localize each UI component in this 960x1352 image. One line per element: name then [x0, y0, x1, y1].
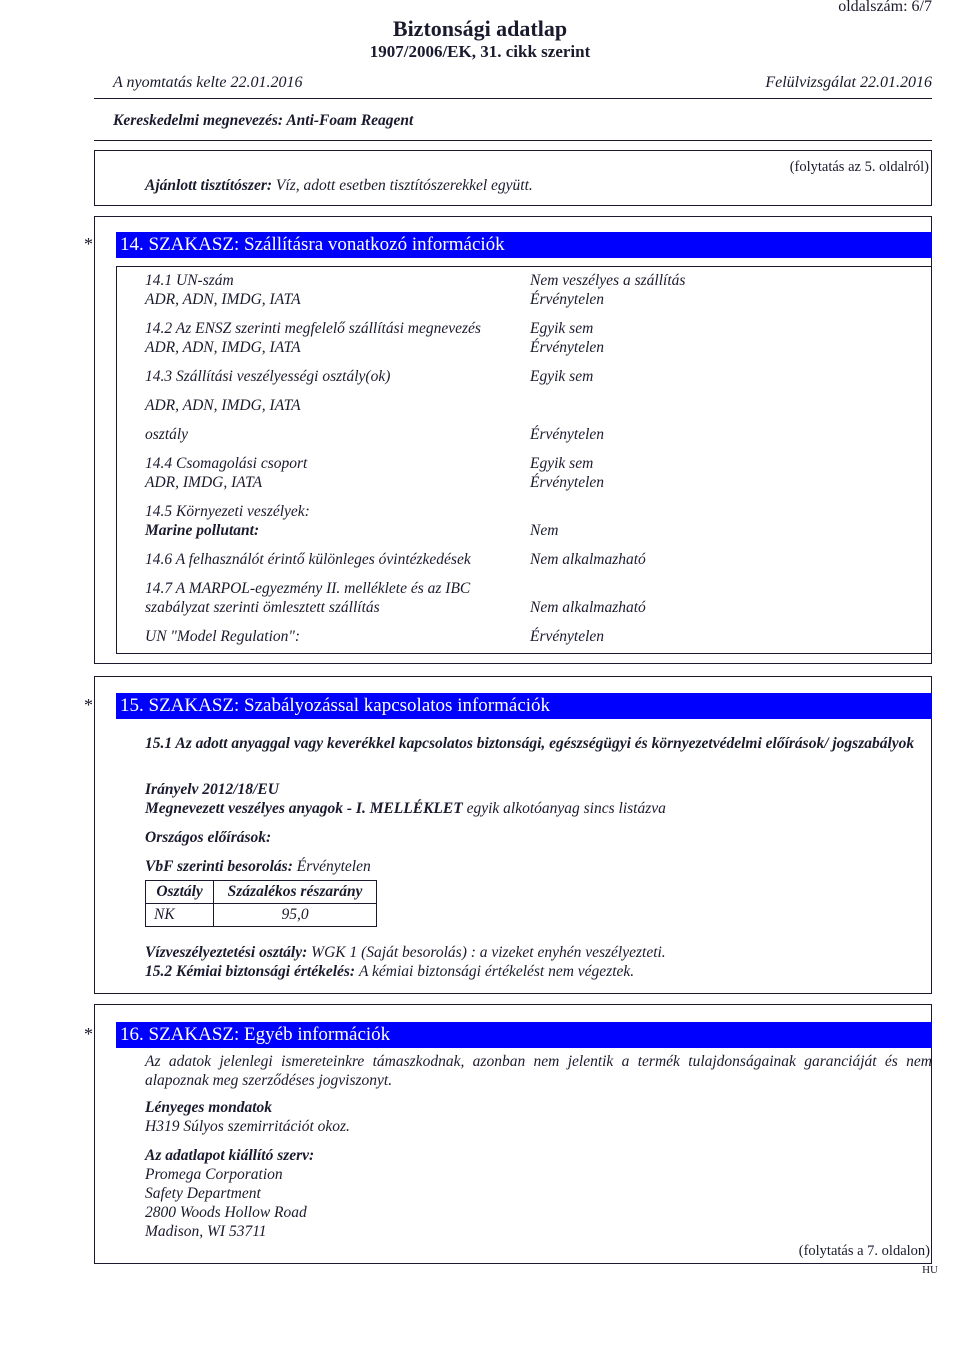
issuer-line: 2800 Woods Hollow Road	[145, 1204, 307, 1221]
continuation-box	[94, 150, 932, 206]
shipping-name-label: 14.2 Az ENSZ szerinti megfelelő szállítási megnevezés	[145, 320, 481, 337]
regulations-subheading: 15.1 Az adott anyaggal vagy keverékkel kapcsolatos biztonsági, egészségügyi és környezetvédelmi előírások/ jogszabályok	[145, 735, 915, 752]
packing-group-regs: ADR, IMDG, IATA	[145, 474, 263, 491]
table-header-class: Osztály	[146, 881, 214, 904]
trade-name: Kereskedelmi megnevezés: Anti-Foam Reagent	[113, 112, 414, 129]
table-row	[146, 904, 377, 927]
continued-from-note: (folytatás az 5. oldalról)	[789, 159, 929, 175]
water-hazard-class	[145, 944, 666, 962]
continued-on-note: (folytatás a 7. oldalon)	[798, 1243, 930, 1259]
packing-group-regs-value: Érvénytelen	[530, 474, 605, 491]
print-date: A nyomtatás kelte 22.01.2016	[113, 74, 303, 91]
revision-star-14: *	[84, 234, 93, 254]
national-regulations: Országos előírások:	[145, 829, 272, 846]
section-15-heading: 15. SZAKASZ: Szabályozással kapcsolatos információk	[116, 693, 932, 719]
class-percentage-table	[145, 880, 377, 927]
issuer-line: Madison, WI 53711	[145, 1223, 267, 1240]
document-subtitle: 1907/2006/EK, 31. cikk szerint	[369, 42, 591, 61]
issuer-line: Promega Corporation	[145, 1166, 283, 1183]
issuer-line: Safety Department	[145, 1185, 261, 1202]
table-cell-class: NK	[146, 904, 214, 927]
chem-safety-value: A kémiai biztonsági értékelést nem végeztek.	[358, 963, 635, 980]
class-label: osztály	[145, 426, 189, 443]
trade-name-divider	[94, 140, 932, 141]
vbf-label: VbF szerinti besorolás:	[145, 858, 293, 875]
un-number-regs-value: Érvénytelen	[530, 291, 605, 308]
chemical-safety-assessment	[145, 963, 634, 981]
directive: Irányelv 2012/18/EU	[145, 781, 279, 798]
recommended-cleaner	[145, 177, 533, 195]
named-substances-label: Megnevezett veszélyes anyagok - I. MELLÉKLET	[145, 800, 463, 817]
un-number-regs: ADR, ADN, IMDG, IATA	[145, 291, 301, 308]
packing-group-value: Egyik sem	[530, 455, 594, 472]
issuer-label: Az adatlapot kiállító szerv:	[145, 1147, 315, 1164]
water-hazard-label: Vízveszélyeztetési osztály:	[145, 944, 308, 961]
page-number: oldalszám: 6/7	[838, 0, 932, 15]
review-date: Felülvizsgálat 22.01.2016	[765, 74, 932, 91]
cleaner-label: Ajánlott tisztítószer:	[145, 177, 273, 194]
chem-safety-label: 15.2 Kémiai biztonsági értékelés:	[145, 963, 356, 980]
hazard-class-regs: ADR, ADN, IMDG, IATA	[145, 397, 301, 414]
marine-pollutant-label: Marine pollutant:	[145, 522, 260, 539]
hazard-class-value: Egyik sem	[530, 368, 594, 385]
marpol-label-1: 14.7 A MARPOL-egyezmény II. melléklete és az IBC	[145, 580, 471, 597]
marine-pollutant-value: Nem	[530, 522, 559, 539]
named-substances	[145, 800, 666, 818]
table-header-row	[146, 881, 377, 904]
marpol-value: Nem alkalmazható	[530, 599, 646, 616]
section-14-heading: 14. SZAKASZ: Szállításra vonatkozó információk	[116, 232, 932, 258]
disclaimer: Az adatok jelenlegi ismereteinkre támaszkodnak, azonban nem jelentik a termék tulajdonságainak garanciáját és nem alapoznak meg szerződéses jogviszonyt.	[145, 1053, 932, 1089]
un-number-label: 14.1 UN-szám	[145, 272, 234, 289]
section-16-heading: 16. SZAKASZ: Egyéb információk	[116, 1022, 932, 1048]
model-regulation-value: Érvénytelen	[530, 628, 605, 645]
hazard-class-label: 14.3 Szállítási veszélyességi osztály(ok)	[145, 368, 391, 385]
phrase-h319: H319 Súlyos szemirritációt okoz.	[145, 1118, 350, 1135]
precautions-label: 14.6 A felhasználót érintő különleges óvintézkedések	[145, 551, 471, 568]
vbf-value: Érvénytelen	[296, 858, 371, 875]
un-number-value: Nem veszélyes a szállítás	[530, 272, 686, 289]
named-substances-value: egyik alkotóanyag sincs listázva	[466, 800, 666, 817]
table-header-percentage: Százalékos részarány	[214, 881, 377, 904]
relevant-phrases-label: Lényeges mondatok	[145, 1099, 272, 1116]
shipping-name-regs: ADR, ADN, IMDG, IATA	[145, 339, 301, 356]
shipping-name-value: Egyik sem	[530, 320, 594, 337]
header-divider	[94, 98, 932, 99]
shipping-name-regs-value: Érvénytelen	[530, 339, 605, 356]
revision-star-16: *	[84, 1024, 93, 1044]
packing-group-label: 14.4 Csomagolási csoport	[145, 455, 308, 472]
revision-star-15: *	[84, 695, 93, 715]
language-code: HU	[922, 1264, 938, 1276]
class-value: Érvénytelen	[530, 426, 605, 443]
env-hazards-label: 14.5 Környezeti veszélyek:	[145, 503, 310, 520]
vbf-classification	[145, 858, 371, 876]
model-regulation-label: UN "Model Regulation":	[145, 628, 301, 645]
marpol-label-2: szabályzat szerinti ömlesztett szállítás	[145, 599, 380, 616]
document-title: Biztonsági adatlap	[392, 16, 568, 41]
precautions-value: Nem alkalmazható	[530, 551, 646, 568]
water-hazard-value: WGK 1 (Saját besorolás) : a vizeket enyhén veszélyezteti.	[311, 944, 666, 961]
cleaner-value: Víz, adott esetben tisztítószerekkel együtt.	[275, 177, 533, 194]
table-cell-percentage: 95,0	[214, 904, 377, 927]
